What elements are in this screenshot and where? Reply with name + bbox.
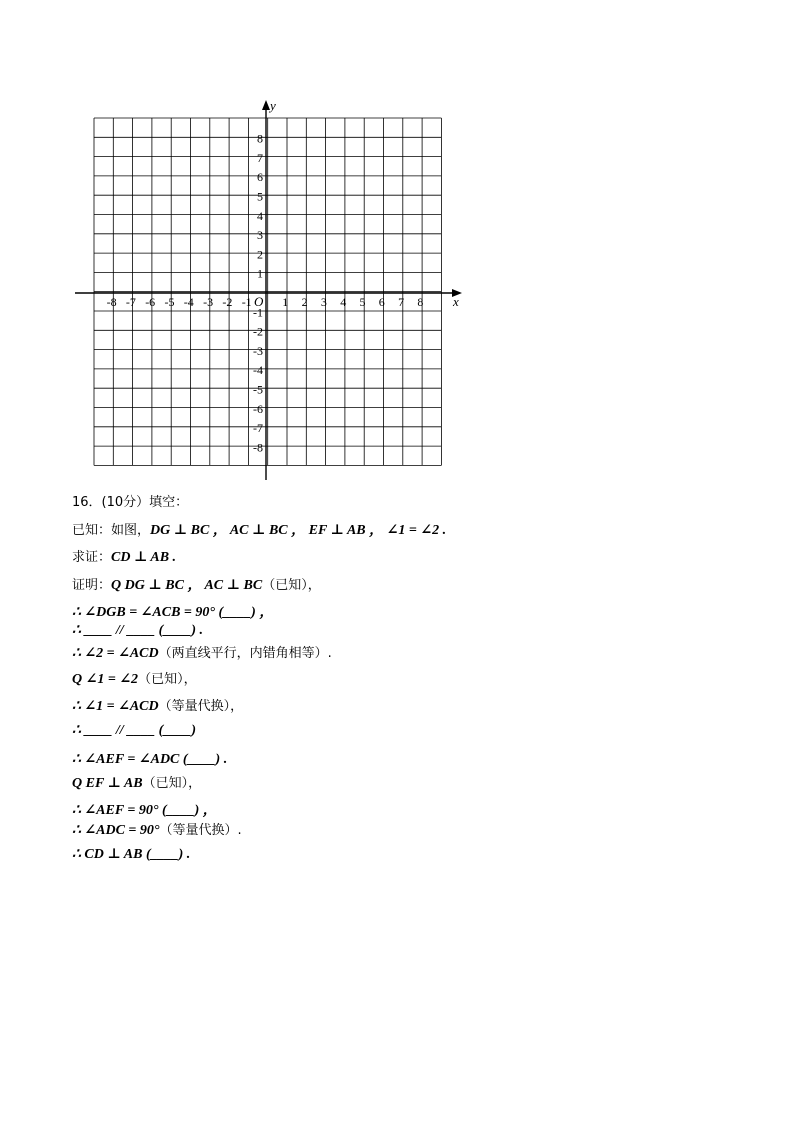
y-axis-label: y [270,98,276,113]
y-tick-label: 1 [257,266,263,281]
proof-note: （已知）， [262,578,321,593]
step-8-math: Q EF ⊥ AB [72,776,143,791]
step-6-text: ∴ ____ // ____ (____) [72,723,197,738]
y-tick-label: 4 [257,208,263,223]
x-tick-label: 3 [320,295,327,309]
y-tick-label: 7 [257,150,263,165]
proof-step-3 [72,642,332,662]
step-1-text: ∴ ∠DGB = ∠ACB = 90° (____) ， [72,605,274,620]
y-tick-label: -2 [253,324,263,339]
problem-header [72,491,188,510]
step-8-note: （已知）， [142,776,202,791]
x-tick-label: -5 [164,295,175,309]
x-tick-label: -1 [241,295,252,309]
y-tick-label: -3 [253,343,263,358]
proof-step-8 [72,772,201,792]
given-math: DG ⊥ BC ， AC ⊥ BC ， EF ⊥ AB ， ∠1 = ∠2 . [150,523,447,538]
step-9-text: ∴ ∠AEF = 90° (____) ， [72,803,217,818]
y-tick-label: -5 [253,382,263,397]
y-tick-label: 8 [257,131,263,146]
x-tick-label: 2 [301,295,308,309]
x-tick-label: 8 [417,295,424,309]
step-10-math: ∴ ∠ADC = 90° [72,823,160,838]
x-tick-label: -6 [145,295,156,309]
step-4-math: Q ∠1 = ∠2 [72,672,139,687]
x-tick-label: 6 [378,295,385,309]
problem-header-text: 16．(10分）填空： [72,495,189,510]
origin-label: O [254,294,264,309]
prove-line [72,546,176,566]
x-tick-label: 7 [398,295,405,309]
x-tick-label: -3 [203,295,214,309]
x-tick-labels [107,295,424,309]
proof-step-9 [72,799,217,819]
proof-step-1 [72,601,273,621]
proof-prefix: 证明： [72,578,112,593]
given-line [72,519,446,539]
y-axis-arrow-icon [262,100,270,110]
x-tick-label: -8 [106,295,117,309]
x-tick-label: -4 [183,295,194,309]
given-prefix: 已知：如图， [72,523,151,538]
proof-step-7 [72,751,227,768]
x-tick-label: -7 [125,295,136,309]
step-5-math: ∴ ∠1 = ∠ACD [72,699,159,714]
y-tick-label: -8 [253,440,263,455]
prove-prefix: 求证： [72,550,112,565]
y-tick-label: 5 [257,189,263,204]
x-axis-label: x [453,294,459,309]
proof-step-6 [72,722,196,739]
proof-step-11 [72,846,190,863]
x-tick-label: -2 [222,295,233,309]
proof-step-5 [72,695,243,715]
y-tick-label: 3 [257,228,263,243]
proof-math: Q DG ⊥ BC ， AC ⊥ BC [111,578,263,593]
y-tick-label: 2 [257,247,263,262]
step-2-text: ∴ ____ // ____ (____) . [72,623,204,638]
proof-step-10 [72,819,242,839]
step-10-note: （等量代换）. [159,823,242,838]
step-3-math: ∴ ∠2 = ∠ACD [72,646,159,661]
proof-line [72,574,321,594]
y-tick-label: -4 [253,363,263,378]
step-7-text: ∴ ∠AEF = ∠ADC (____) . [72,752,228,767]
step-3-note: （两直线平行，内错角相等）. [158,646,332,661]
proof-step-2 [72,622,203,639]
x-tick-label: 4 [340,295,347,309]
step-11-text: ∴ CD ⊥ AB (____) . [72,847,191,862]
y-tick-label: -7 [253,421,263,436]
y-tick-label: -6 [253,401,263,416]
proof-step-4 [72,668,197,688]
coordinate-grid-figure [70,95,470,487]
step-5-note: （等量代换）， [158,699,244,714]
x-tick-label: 5 [359,295,366,309]
x-tick-label: 1 [282,295,289,309]
grid-lines [94,118,441,465]
step-4-note: （已知）， [138,672,197,687]
y-tick-label: -1 [253,305,263,320]
y-tick-label: 6 [257,170,263,185]
prove-math: CD ⊥ AB . [111,550,177,565]
axes [75,100,462,480]
